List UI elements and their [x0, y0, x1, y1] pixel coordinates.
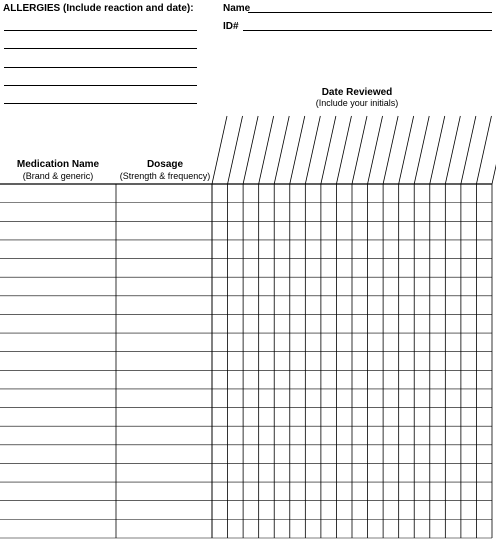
date-reviewed-title: Date Reviewed: [321, 87, 393, 98]
date-column-slant: [321, 116, 336, 184]
date-column-slant: [492, 116, 496, 184]
name-label: Name: [223, 3, 251, 14]
medication-name-header: Medication Name: [16, 159, 100, 170]
date-column-slant: [399, 116, 414, 184]
date-column-slant: [243, 116, 258, 184]
date-column-slant: [305, 116, 320, 184]
date-reviewed-subtitle: (Include your initials): [315, 98, 399, 108]
dosage-subheader: (Strength & frequency): [119, 171, 211, 181]
date-column-slant: [461, 116, 476, 184]
id-label: ID#: [223, 21, 239, 32]
date-column-slant: [274, 116, 289, 184]
date-column-slant: [259, 116, 274, 184]
date-column-slant: [476, 116, 491, 184]
date-column-slant: [336, 116, 351, 184]
date-column-slant: [352, 116, 367, 184]
date-column-slant: [212, 116, 227, 184]
date-column-slant: [430, 116, 445, 184]
dosage-header: Dosage: [146, 159, 184, 170]
date-column-slant: [228, 116, 243, 184]
allergies-label: ALLERGIES (Include reaction and date):: [3, 3, 194, 14]
date-column-slant: [414, 116, 429, 184]
medication-name-subheader: (Brand & generic): [22, 171, 94, 181]
date-column-slant: [383, 116, 398, 184]
date-column-slant: [368, 116, 383, 184]
date-column-slant: [290, 116, 305, 184]
date-column-slant: [445, 116, 460, 184]
